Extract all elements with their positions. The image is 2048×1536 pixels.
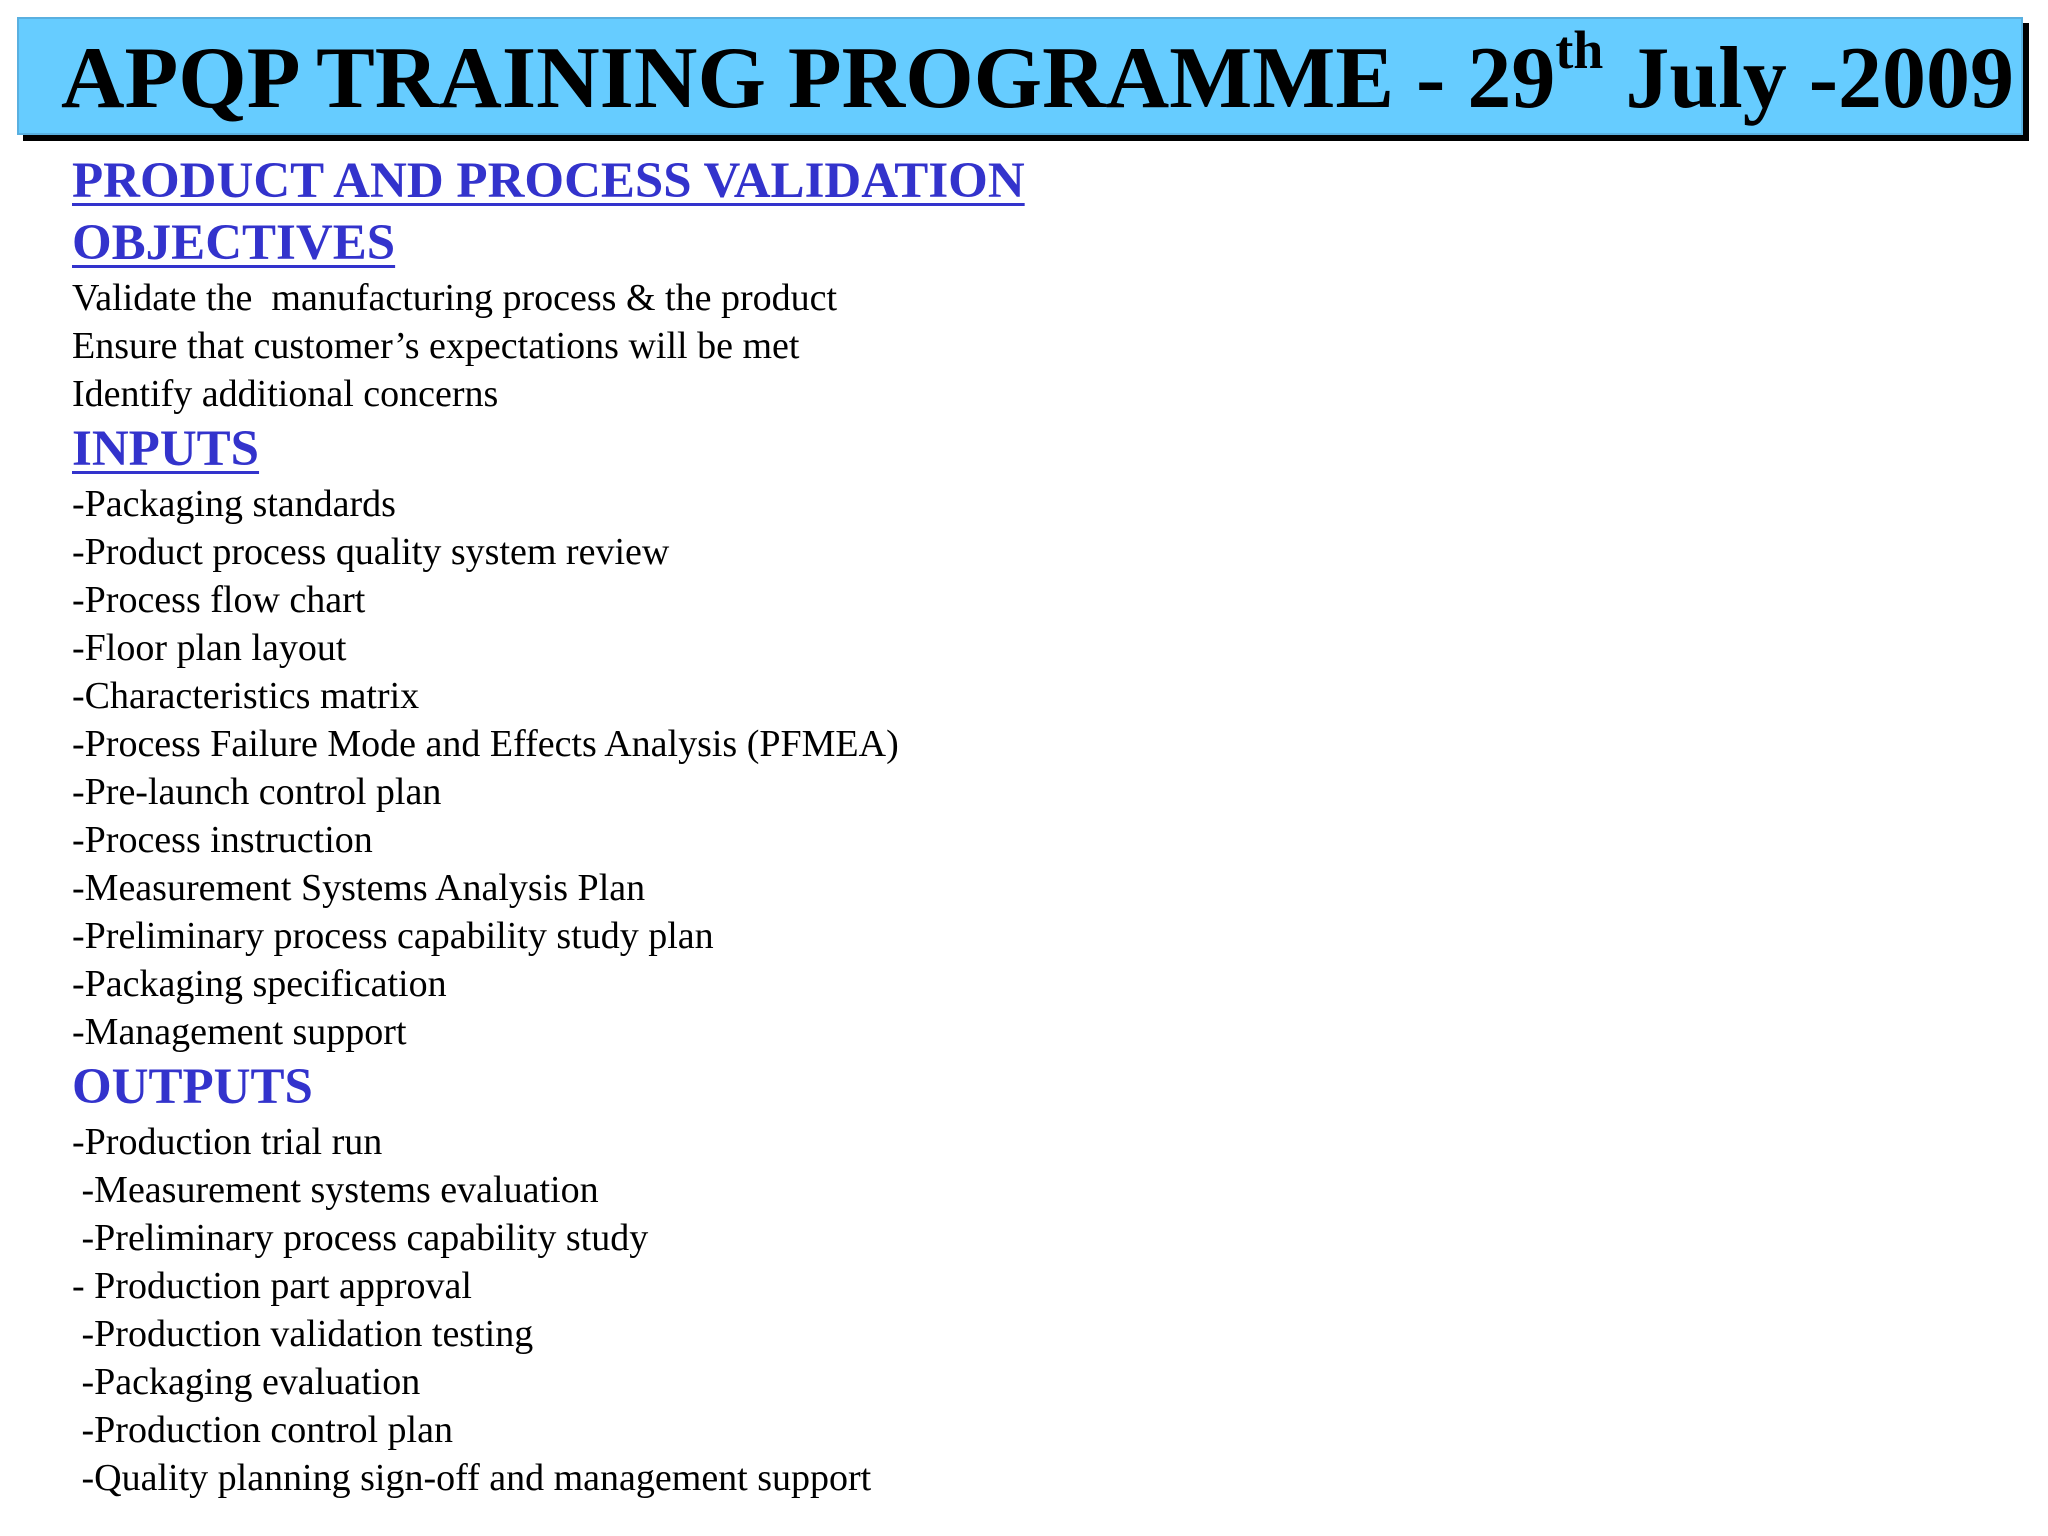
outputs-list — [72, 1118, 1972, 1502]
input-item: -Floor plan layout — [72, 627, 347, 669]
input-item: -Characteristics matrix — [72, 675, 420, 717]
inputs-heading: INPUTS — [72, 421, 260, 477]
objective-item: Validate the manufacturing process & the product — [72, 277, 838, 319]
input-item: -Packaging specification — [72, 963, 447, 1005]
input-item: -Process flow chart — [72, 579, 366, 621]
output-item: - Production part approval — [72, 1265, 472, 1307]
objectives-heading: OBJECTIVES — [72, 215, 396, 271]
inputs-list — [72, 480, 1972, 1056]
outputs-heading: OUTPUTS — [72, 1059, 313, 1115]
input-item: -Product process quality system review — [72, 531, 670, 573]
input-item: -Measurement Systems Analysis Plan — [72, 867, 646, 909]
objective-item: Identify additional concerns — [72, 373, 499, 415]
output-item: -Quality planning sign-off and management support — [72, 1457, 872, 1499]
title-main: APQP TRAINING PROGRAMME - 29 — [61, 30, 1556, 127]
section-heading: PRODUCT AND PROCESS VALIDATION — [72, 153, 1025, 209]
output-item: -Production trial run — [72, 1121, 383, 1163]
input-item: -Pre-launch control plan — [72, 771, 442, 813]
output-item: -Production validation testing — [72, 1313, 534, 1355]
slide-content — [72, 150, 1972, 1502]
objectives-list — [72, 274, 1972, 418]
input-item: -Preliminary process capability study plan — [72, 915, 714, 957]
output-item: -Packaging evaluation — [72, 1361, 421, 1403]
output-item: -Production control plan — [72, 1409, 453, 1451]
output-item: -Measurement systems evaluation — [72, 1169, 599, 1211]
output-item: -Preliminary process capability study — [72, 1217, 649, 1259]
input-item: -Process Failure Mode and Effects Analysis (PFMEA) — [72, 723, 899, 765]
title-end: July -2009 — [1603, 30, 2015, 127]
title-superscript: th — [1555, 20, 1604, 80]
input-item: -Process instruction — [72, 819, 373, 861]
objective-item: Ensure that customer’s expectations will be met — [72, 325, 800, 367]
title-banner — [17, 17, 2023, 135]
input-item: -Packaging standards — [72, 483, 396, 525]
page-title — [61, 20, 2015, 129]
input-item: -Management support — [72, 1011, 407, 1053]
